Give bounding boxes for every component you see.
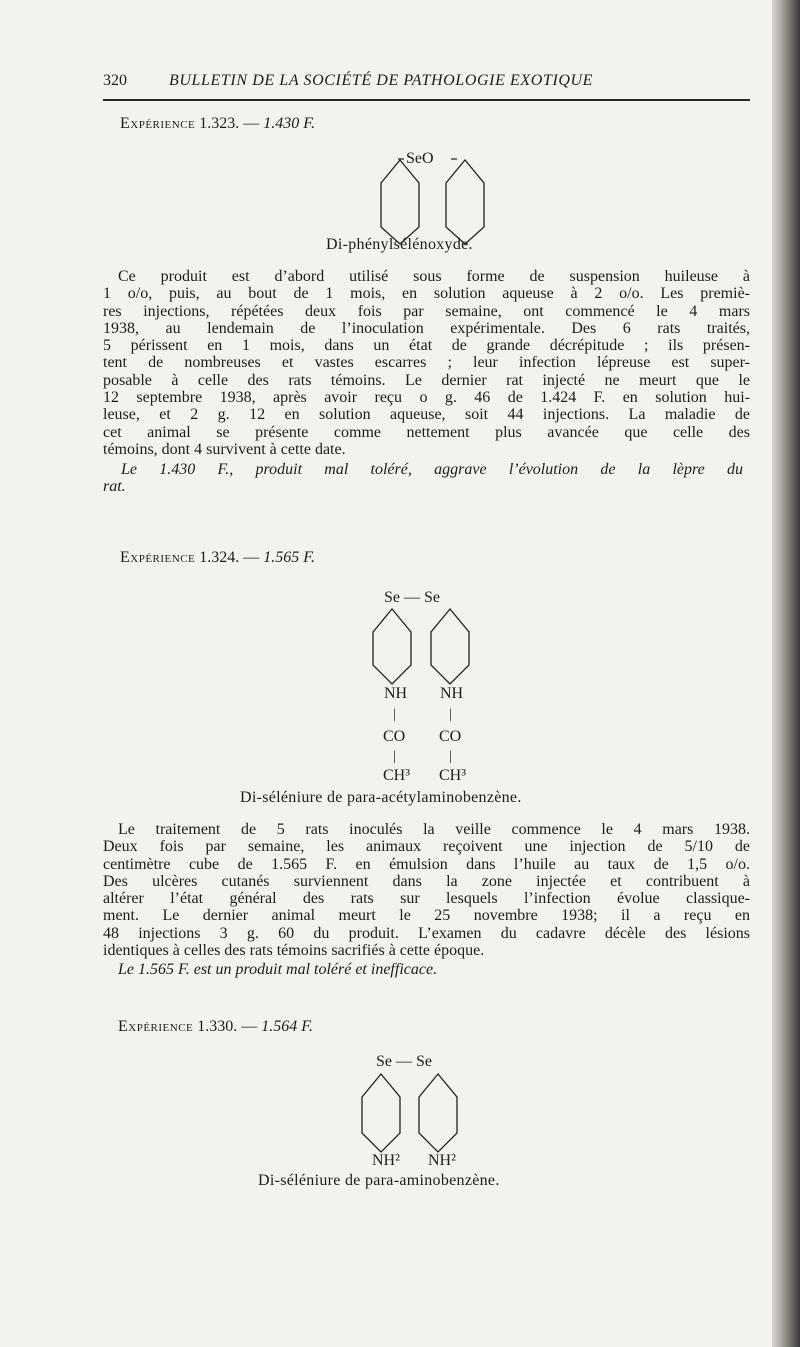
compound-code: 1.430 F. xyxy=(263,115,315,132)
nh-right: NH xyxy=(440,685,464,702)
text-line: Ce produit est d’abord utilisé sous forme de suspension huileuse à xyxy=(118,268,750,285)
se-se-bond-label: Se — Se xyxy=(384,589,440,606)
text-line: 48 injections 3 g. 60 du produit. L’examen du cadavre décèle des lésions xyxy=(103,924,750,942)
compound-code: 1.565 F. xyxy=(263,549,315,566)
experiment-number: 1.323. xyxy=(199,115,240,132)
text-line: cet animal se présente comme nettement plus avancée que celle des xyxy=(103,423,750,441)
text-line: ment. Le dernier animal meurt le 25 novembre 1938; il a reçu en xyxy=(103,907,750,925)
text-line: 1938, au lendemain de l’inoculation expérimentale. Des 6 rats traités, xyxy=(103,319,750,337)
text-line: res injections, répétées deux fois par semaine, ont commencé le 4 mars xyxy=(103,302,750,320)
text-line: posable à celle des rats témoins. Le dernier rat injecté ne meurt que le xyxy=(103,371,750,389)
ch3-right: CH³ xyxy=(439,767,467,784)
text-line: 5 périssent en 1 mois, dans un état de grande décrépitude ; ils présen- xyxy=(103,337,750,355)
bond-bar: | xyxy=(393,749,396,764)
text-line: centimètre cube de 1.565 F. en émulsion dans l’huile au taux de 1,5 o/o. xyxy=(103,855,750,873)
seo-group-label: SeO xyxy=(406,150,434,167)
nh-left: NH xyxy=(384,685,408,702)
text-line: 12 septembre 1938, après avoir reçu o g. 46 de 1.424 F. en solution hui- xyxy=(103,389,750,407)
experiment-number: 1.324. xyxy=(199,549,240,566)
text-line: 1 o/o, puis, au bout de 1 mois, en solution aqueuse à 2 o/o. Les premiè- xyxy=(103,285,750,303)
se-se-bond-label: Se — Se xyxy=(376,1053,432,1070)
experiment-label: Expérience xyxy=(120,115,196,132)
text-line: Le traitement de 5 rats inoculés la veille commence le 4 mars 1938. xyxy=(118,821,750,838)
ch3-left: CH³ xyxy=(383,767,411,784)
compound-code: 1.564 F. xyxy=(261,1018,313,1035)
heading-dash: — xyxy=(241,1018,258,1035)
text-line: altérer l’état général des rats sur lesquels l’infection évolue classique- xyxy=(103,890,750,908)
conclusion-line: rat. xyxy=(103,478,126,496)
bond-bar: | xyxy=(393,707,396,722)
bond-bar: | xyxy=(449,749,452,764)
text-line: identiques à celles des rats témoins sacrifiés à cette époque. xyxy=(103,942,485,960)
heading-dash: — xyxy=(243,549,260,566)
experiment-label: Expérience xyxy=(118,1018,194,1035)
experiment-1324-conclusion: Le 1.565 F. est un produit mal toléré et inefficace. xyxy=(118,961,438,978)
text-line: témoins, dont 4 survivent à cette date. xyxy=(103,440,346,458)
heading-dash: — xyxy=(243,115,260,132)
nh2-left: NH² xyxy=(372,1152,400,1169)
experiment-number: 1.330. xyxy=(197,1018,238,1035)
running-title: BULLETIN DE LA SOCIÉTÉ DE PATHOLOGIE EXOTIQUE xyxy=(169,72,594,89)
experiment-label: Expérience xyxy=(120,549,196,566)
text-line: tent de nombreuses et vastes escarres ; leur infection lépreuse est super- xyxy=(103,354,750,372)
structure-caption: Di-séléniure de para-acétylaminobenzène. xyxy=(240,789,522,806)
nh2-right: NH² xyxy=(428,1152,456,1169)
co-left: CO xyxy=(383,728,406,745)
conclusion-line: Le 1.430 F., produit mal toléré, aggrave l’évolution de la lèpre du xyxy=(121,461,743,478)
structure-caption: Di-séléniure de para-aminobenzène. xyxy=(258,1172,500,1189)
text-line: Des ulcères cutanés surviennent dans la zone injectée et contribuent à xyxy=(103,872,750,890)
page-number: 320 xyxy=(103,72,127,89)
text-line: leuse, et 2 g. 12 en solution aqueuse, soit 44 injections. La maladie de xyxy=(103,406,750,424)
text-line: Deux fois par semaine, les animaux reçoivent une injection de 5/10 de xyxy=(103,838,750,856)
structure-caption: Di-phénylsélénoxyde. xyxy=(326,236,473,253)
co-right: CO xyxy=(439,728,462,745)
bond-bar: | xyxy=(449,707,452,722)
